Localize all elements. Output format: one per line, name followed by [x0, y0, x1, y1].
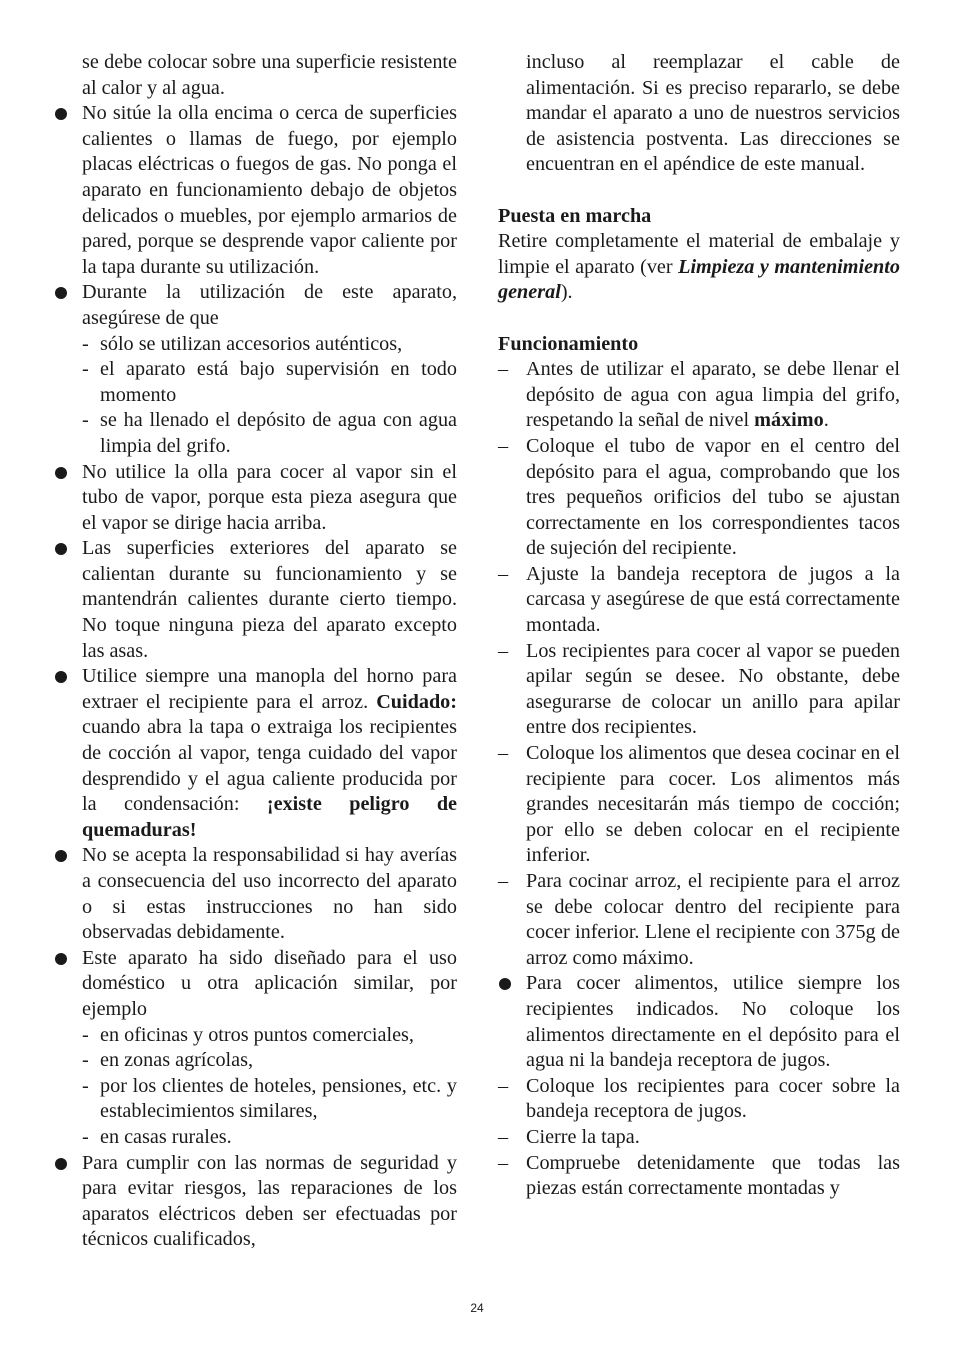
bullet-icon [55, 850, 67, 862]
sub-item: - se ha llenado el depósito de agua con agua limpia del grifo. [82, 409, 457, 457]
page-number: 24 [470, 1301, 484, 1315]
bullet-item-oven-mitt [54, 664, 457, 843]
sub-item: - por los clientes de hoteles, pensiones, etc. y establecimientos similares, [82, 1074, 457, 1123]
startup-reference: Limpieza y mantenimiento general [498, 255, 900, 304]
bullet-text: Las superficies exteriores del aparato se calientan durante su funcionamiento y se mantendrán calientes durante cierto tiempo. No toque ninguna pieza del aparato excepto las asas. [82, 537, 457, 662]
bullet-item-repairs [54, 1151, 457, 1253]
bullet-text: Este aparato ha sido diseñado para el uso doméstico u otra aplicación similar, por ejemplo [82, 946, 457, 1020]
step-item: – Antes de utilizar el aparato, se debe llenar el depósito de agua con agua limpia del grifo, respetando la señal de nivel máximo. [498, 358, 900, 432]
bullet-text: No sitúe la olla encima o cerca de superficies calientes o llamas de fuego, por ejemplo placas eléctricas o fuegos de gas. No ponga el aparato en funcionamiento debajo de objetos delicados o muebles, por ejemplo armarios de pared, porque se desprende vapor caliente por la tapa durante su utilización. [82, 102, 457, 278]
sub-item: - sólo se utilizan accesorios auténticos, [82, 332, 403, 355]
bullet-text: No utilice la olla para cocer al vapor sin el tubo de vapor, porque esta pieza asegura que el vapor se dirige hacia arriba. [82, 460, 457, 534]
intro-continuation: se debe colocar sobre una superficie resistente al calor y al agua. [82, 51, 457, 99]
bullet-item-location [54, 101, 457, 280]
bullet-item-hot-surfaces [54, 536, 457, 664]
sub-item: - en oficinas y otros puntos comerciales, [82, 1023, 414, 1046]
step-item: – Cierre la tapa. [498, 1125, 640, 1148]
bullet-text: Durante la utilización de este aparato, asegúrese de que [82, 281, 457, 329]
repair-continuation: incluso al reemplazar el cable de alimentación. Si es preciso repararlo, se debe mandar el aparato a uno de nuestros servicios de asistencia postventa. Las direcciones se encuentran en el apéndice de este manual. [526, 51, 900, 176]
right-column [498, 50, 900, 1202]
startup-paragraph: Retire completamente el material de embalaje y limpie el aparato (ver Limpieza y mantenimiento general). [498, 230, 900, 304]
caution-label: Cuidado: [376, 690, 457, 713]
step-item: – Coloque los alimentos que desea cocinar en el recipiente para cocer. Los alimentos más grandes necesitarán más tiempo de cocción; por ello se deben colocar en el recipiente inferior. [498, 742, 900, 867]
startup-heading: Puesta en marcha [498, 204, 652, 227]
caution-warning: ¡existe peligro de quemaduras! [82, 793, 458, 841]
bullet-icon [55, 671, 67, 683]
bullet-text: Para cumplir con las normas de seguridad y para evitar riesgos, las reparaciones de los aparatos eléctricos deben ser efectuadas por técnicos cualificados, [82, 1151, 457, 1251]
bullet-icon [55, 543, 67, 555]
step-item: – Compruebe detenidamente que todas las piezas están correctamente montadas y [498, 1151, 900, 1200]
operation-heading: Funcionamiento [498, 332, 639, 355]
step-item: – Ajuste la bandeja receptora de jugos a la carcasa y asegúrese de que está correctamente montada. [498, 562, 900, 637]
caution-text: cuando abra la tapa o extraiga los recipientes de cocción al vapor, tenga cuidado del vapor desprendido y el agua caliente producida por la condensación: [82, 716, 457, 816]
left-column [54, 50, 457, 1253]
bullet-icon [55, 953, 67, 965]
bullet-item-containers: Para cocer alimentos, utilice siempre los recipientes indicados. No coloque los alimentos directamente en el depósito para el agua ni la bandeja receptora de jugos. [498, 971, 900, 1073]
bullet-item-steam-tube [54, 460, 457, 537]
bullet-item-liability [54, 843, 457, 945]
max-level-label: máximo [754, 409, 824, 432]
step-item: – Para cocinar arroz, el recipiente para el arroz se debe colocar dentro del recipiente para cocer inferior. Llene el recipiente con 375g de arroz como máximo. [498, 870, 900, 969]
step-item: – Coloque el tubo de vapor en el centro del depósito para el agua, comprobando que los tres pequeños orificios del tubo se ajustan correctamente en los correspondientes tacos de sujeción del recipiente. [498, 434, 900, 560]
step-item: – Los recipientes para cocer al vapor se pueden apilar según se desee. No obstante, debe asegurarse de colocar un anillo para apilar entre dos recipientes. [498, 639, 900, 739]
bullet-icon [55, 108, 67, 120]
bullet-item-household [54, 946, 457, 1023]
sub-item: - el aparato está bajo supervisión en todo momento [82, 358, 457, 406]
bullet-text: No se acepta la responsabilidad si hay averías a consecuencia del uso incorrecto del aparato o si estas instrucciones no han sido observadas debidamente. [82, 844, 457, 944]
bullet-text: Utilice siempre una manopla del horno para extraer el recipiente para el arroz. [82, 665, 457, 713]
bullet-icon [499, 978, 511, 990]
sub-item: - en zonas agrícolas, [82, 1049, 254, 1072]
bullet-icon [55, 1158, 67, 1170]
bullet-item-during-use [54, 280, 457, 331]
bullet-icon [55, 287, 67, 299]
step-item: – Coloque los recipientes para cocer sobre la bandeja receptora de jugos. [498, 1074, 900, 1123]
sub-item: - en casas rurales. [82, 1125, 232, 1148]
bullet-icon [55, 467, 67, 479]
